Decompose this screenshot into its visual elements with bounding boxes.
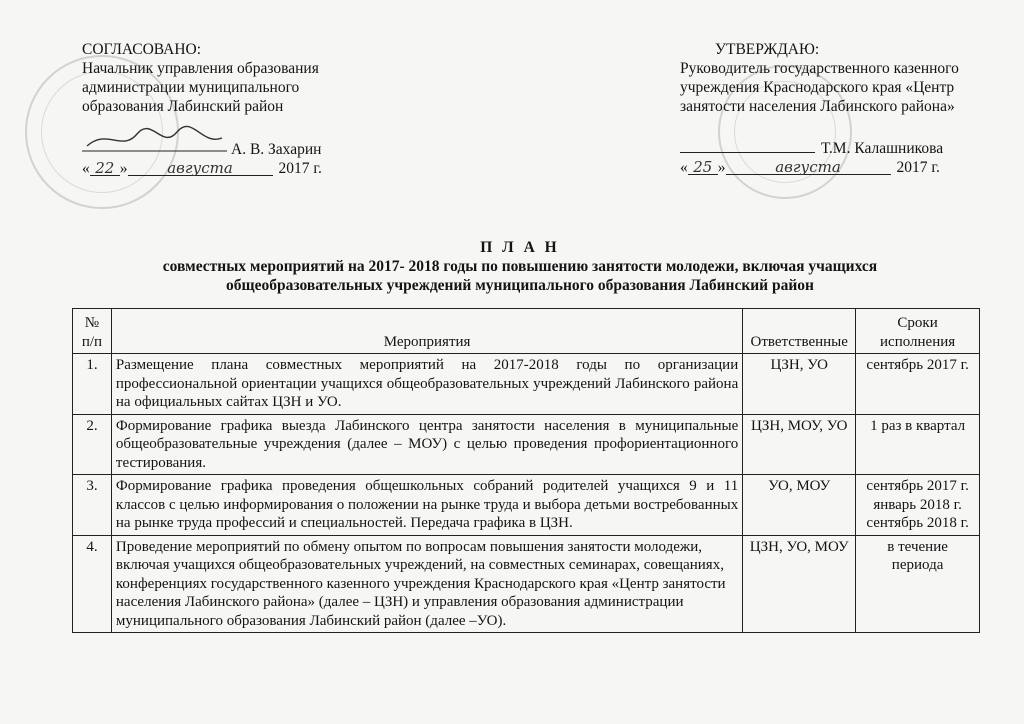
approved-date-day: 25 xyxy=(688,158,718,175)
row-term: 1 раз в квартал xyxy=(856,414,980,475)
table-row xyxy=(73,354,980,415)
row-activity: Формирование графика проведения общешкольных собраний родителей учащихся 9 и 11 классов с целью информирования о положении на рынке труда и выбора детьми востребованных на рынке труда профессий и специальностей. Передача графика в ЦЗН. xyxy=(111,475,742,536)
agreed-date-year: 2017 г. xyxy=(278,160,322,177)
row-activity: Формирование графика выезда Лабинского центра занятости населения в муниципальные общеобразовательные учреждения (далее – МОУ) с целью проведения профориентационного тестирования. xyxy=(111,414,742,475)
row-activity: Проведение мероприятий по обмену опытом по вопросам повышения занятости молодежи, включая учащихся общеобразовательных учреждений, на совместных семинарах, совещаниях, конференциях государственного казенного учреждения Краснодарского края «Центр занятости населения Лабинского района» (далее – ЦЗН) и управления образования администрации муниципального образования Лабинский район (далее –УО). xyxy=(111,535,742,633)
approved-heading: УТВЕРЖДАЮ: xyxy=(715,41,820,58)
approval-block-approved xyxy=(680,40,1010,177)
approved-signer-name: Т.М. Калашникова xyxy=(821,140,944,157)
row-num: 3. xyxy=(73,475,112,536)
approved-date-year: 2017 г. xyxy=(896,159,940,176)
date-open-quote: « xyxy=(82,160,90,177)
header-responsible: Ответственные xyxy=(743,309,856,354)
agreed-date-line xyxy=(82,159,412,178)
row-term: сентябрь 2017 г. январь 2018 г. сентябрь 2018 г. xyxy=(856,475,980,536)
approved-signature-line xyxy=(680,136,1010,158)
agreed-position-line-3: образования Лабинский район xyxy=(82,98,284,115)
agreed-heading: СОГЛАСОВАНО: xyxy=(82,41,202,58)
row-num: 2. xyxy=(73,414,112,475)
row-responsible: ЦЗН, МОУ, УО xyxy=(743,414,856,475)
row-term: сентябрь 2017 г. xyxy=(856,354,980,415)
table-header-row xyxy=(73,309,980,354)
row-responsible: УО, МОУ xyxy=(743,475,856,536)
row-num: 4. xyxy=(73,535,112,633)
agreed-signature-line xyxy=(82,136,412,159)
approved-position-line-2: учреждения Краснодарского края «Центр xyxy=(680,79,955,96)
header-activity: Мероприятия xyxy=(111,309,742,354)
approved-position-line-3: занятости населения Лабинского района» xyxy=(680,98,955,115)
title-line-1: совместных мероприятий на 2017- 2018 годы по повышению занятости молодежи, включая учащихся xyxy=(162,258,878,275)
date-close-quote: » xyxy=(717,159,726,176)
row-responsible: ЦЗН, УО, МОУ xyxy=(743,535,856,633)
agreed-date-month: августа xyxy=(128,159,273,176)
document-title xyxy=(60,238,980,295)
date-close-quote: » xyxy=(119,160,128,177)
date-open-quote: « xyxy=(680,159,688,176)
row-num: 1. xyxy=(73,354,112,415)
table-row xyxy=(73,414,980,475)
header-num: № п/п xyxy=(73,309,112,354)
approved-position-line-1: Руководитель государственного казенного xyxy=(680,60,959,77)
approved-date-line xyxy=(680,158,1010,177)
row-responsible: ЦЗН, УО xyxy=(743,354,856,415)
agreed-position-line-2: администрации муниципального xyxy=(82,79,300,96)
agreed-position-line-1: Начальник управления образования xyxy=(82,60,319,77)
title-word: П Л А Н xyxy=(480,239,560,256)
header-term: Сроки исполнения xyxy=(856,309,980,354)
row-term: в течение периода xyxy=(856,535,980,633)
agreed-date-day: 22 xyxy=(90,159,120,176)
approved-signature-blank xyxy=(680,136,815,153)
agreed-signer-name: А. В. Захарин xyxy=(231,141,322,158)
signature-left xyxy=(82,124,227,154)
plan-table xyxy=(72,308,980,633)
row-activity: Размещение плана совместных мероприятий на 2017-2018 годы по организации профессиональной ориентации учащихся общеобразовательных учреждений Лабинского района на официальных сайтах ЦЗН и УО. xyxy=(111,354,742,415)
approval-block-agreed xyxy=(82,40,412,178)
approved-date-month: августа xyxy=(726,158,891,175)
table-row xyxy=(73,535,980,633)
title-line-2: общеобразовательных учреждений муниципального образования Лабинский район xyxy=(226,277,814,294)
table-row xyxy=(73,475,980,536)
